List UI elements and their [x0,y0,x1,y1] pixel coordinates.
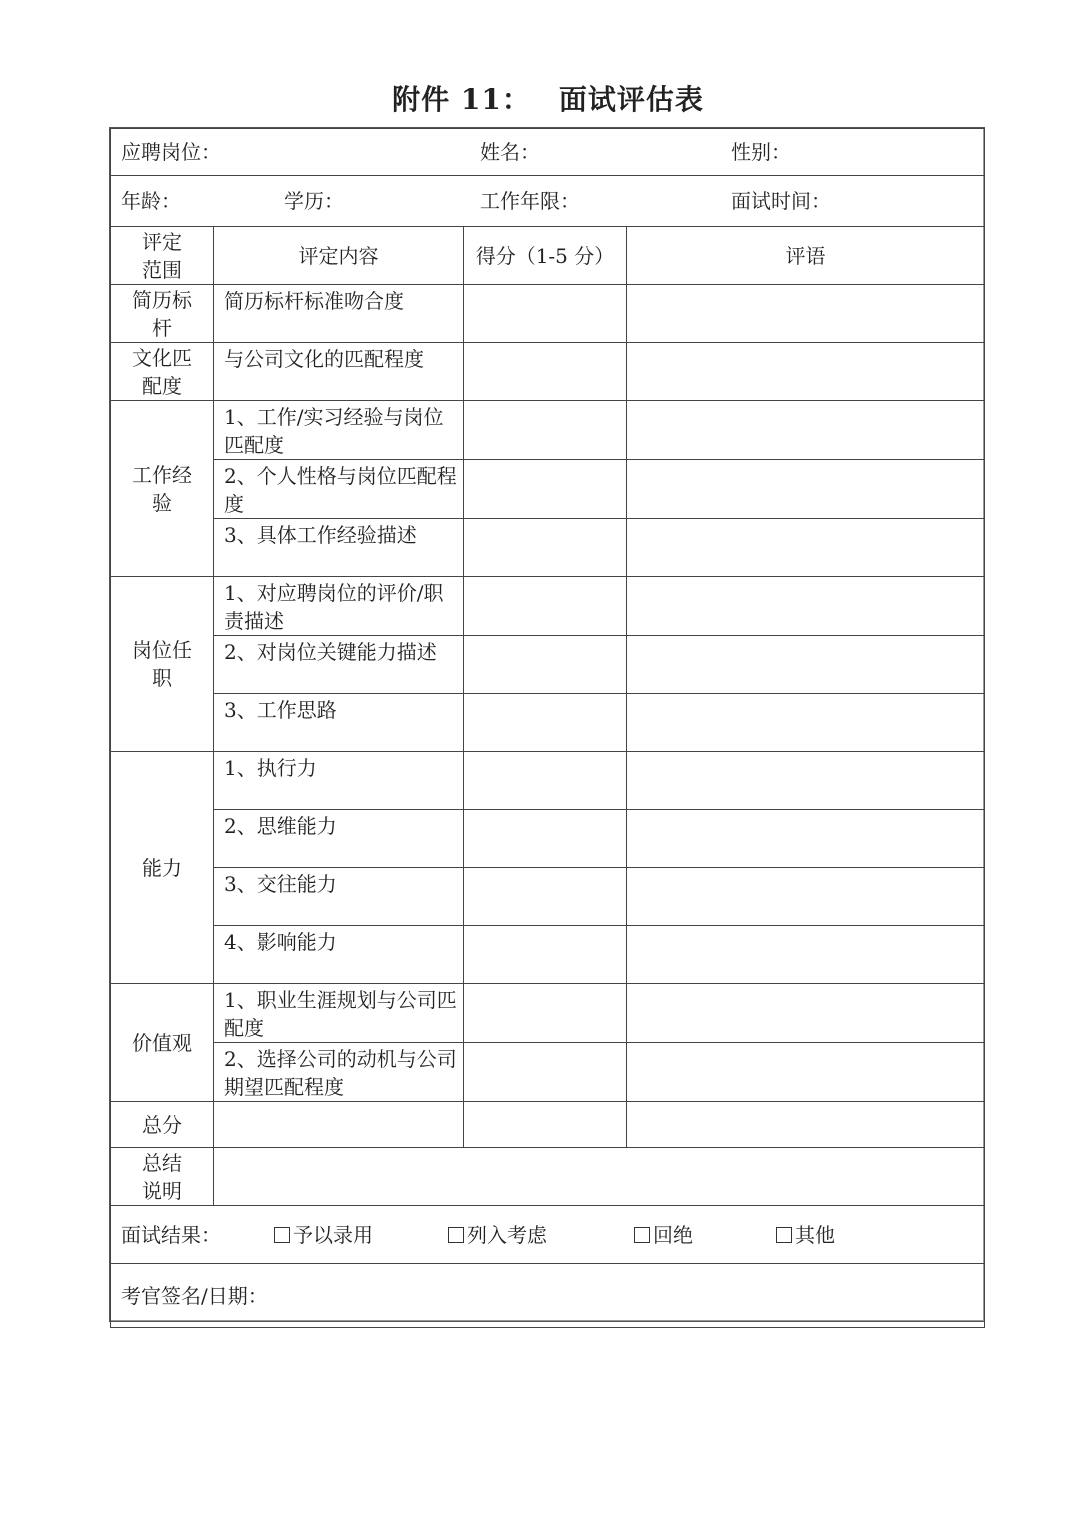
header-score: 得分（1-5 分） [464,227,627,285]
total-row [111,1102,985,1148]
option-consider[interactable]: 列入考虑 [448,1221,547,1249]
item-values-1: 1、职业生涯规划与公司匹配度 [214,984,464,1043]
score-cell[interactable] [464,1043,627,1102]
comment-cell[interactable] [627,577,985,636]
table-row [111,343,985,401]
comment-cell[interactable] [627,868,985,926]
comment-cell[interactable] [627,984,985,1043]
scope-experience: 工作经验 [111,401,214,577]
score-cell[interactable] [464,694,627,752]
table-row [111,285,985,343]
item-ability-4: 4、影响能力 [214,926,464,984]
item-ability-2: 2、思维能力 [214,810,464,868]
evaluation-table [110,128,985,1328]
scope-resume: 简历标杆 [111,285,214,343]
position-field[interactable]: 应聘岗位： [121,140,221,164]
header-row [111,227,985,285]
option-reject[interactable]: 回绝 [634,1221,693,1249]
item-culture-1: 与公司文化的匹配程度 [214,343,464,401]
item-experience-1: 1、工作/实习经验与岗位匹配度 [214,401,464,460]
item-position-2: 2、对岗位关键能力描述 [214,636,464,694]
score-cell[interactable] [464,636,627,694]
title-prefix: 附件 11： [392,83,531,116]
option-hire[interactable]: 予以录用 [274,1221,373,1249]
gender-field[interactable]: 性别： [731,140,791,164]
checkbox-icon[interactable] [776,1227,792,1243]
comment-cell[interactable] [627,752,985,810]
signature-row [111,1264,985,1328]
score-cell[interactable] [464,984,627,1043]
table-row [111,752,985,810]
total-score-cell[interactable] [464,1102,627,1148]
info-row-2 [111,176,985,227]
checkbox-icon[interactable] [448,1227,464,1243]
table-row [111,460,985,519]
comment-cell[interactable] [627,636,985,694]
score-cell[interactable] [464,343,627,401]
score-cell[interactable] [464,752,627,810]
comment-cell[interactable] [627,1043,985,1102]
header-content: 评定内容 [214,227,464,285]
scope-culture: 文化匹配度 [111,343,214,401]
scope-ability: 能力 [111,752,214,984]
result-row [111,1206,985,1264]
table-row [111,401,985,460]
item-values-2: 2、选择公司的动机与公司期望匹配程度 [214,1043,464,1102]
option-other[interactable]: 其他 [776,1221,835,1249]
scope-position: 岗位任职 [111,577,214,752]
checkbox-icon[interactable] [274,1227,290,1243]
comment-cell[interactable] [627,343,985,401]
score-cell[interactable] [464,868,627,926]
comment-cell[interactable] [627,694,985,752]
age-field[interactable]: 年龄： [121,189,181,213]
work-years-field[interactable]: 工作年限： [480,189,580,213]
score-cell[interactable] [464,401,627,460]
header-scope: 评定范围 [111,227,214,285]
table-row [111,984,985,1043]
table-row [111,636,985,694]
result-label: 面试结果： [121,1222,221,1247]
checkbox-icon[interactable] [634,1227,650,1243]
name-field[interactable]: 姓名： [480,140,540,164]
item-position-1: 1、对应聘岗位的评价/职责描述 [214,577,464,636]
item-resume-1: 简历标杆标准吻合度 [214,285,464,343]
score-cell[interactable] [464,926,627,984]
scope-values: 价值观 [111,984,214,1102]
table-row [111,1043,985,1102]
signature-field[interactable]: 考官签名/日期： [121,1283,268,1308]
header-comment: 评语 [627,227,985,285]
item-ability-1: 1、执行力 [214,752,464,810]
total-comment-cell[interactable] [627,1102,985,1148]
interview-time-field[interactable]: 面试时间： [731,189,831,213]
score-cell[interactable] [464,577,627,636]
title-main: 面试评估表 [558,83,704,116]
comment-cell[interactable] [627,810,985,868]
comment-cell[interactable] [627,285,985,343]
item-ability-3: 3、交往能力 [214,868,464,926]
table-row [111,694,985,752]
info-row-1 [111,129,985,176]
table-row [111,810,985,868]
comment-cell[interactable] [627,401,985,460]
score-cell[interactable] [464,285,627,343]
page-title [0,78,1080,118]
table-row [111,868,985,926]
table-row [111,926,985,984]
score-cell[interactable] [464,460,627,519]
summary-label: 总结说明 [111,1148,214,1206]
education-field[interactable]: 学历： [284,189,344,213]
score-cell[interactable] [464,810,627,868]
summary-cell[interactable] [214,1148,985,1206]
score-cell[interactable] [464,519,627,577]
comment-cell[interactable] [627,460,985,519]
total-content-cell[interactable] [214,1102,464,1148]
table-row [111,519,985,577]
summary-row [111,1148,985,1206]
item-experience-2: 2、个人性格与岗位匹配程度 [214,460,464,519]
table-row [111,577,985,636]
total-label: 总分 [111,1102,214,1148]
item-experience-3: 3、具体工作经验描述 [214,519,464,577]
item-position-3: 3、工作思路 [214,694,464,752]
comment-cell[interactable] [627,519,985,577]
comment-cell[interactable] [627,926,985,984]
